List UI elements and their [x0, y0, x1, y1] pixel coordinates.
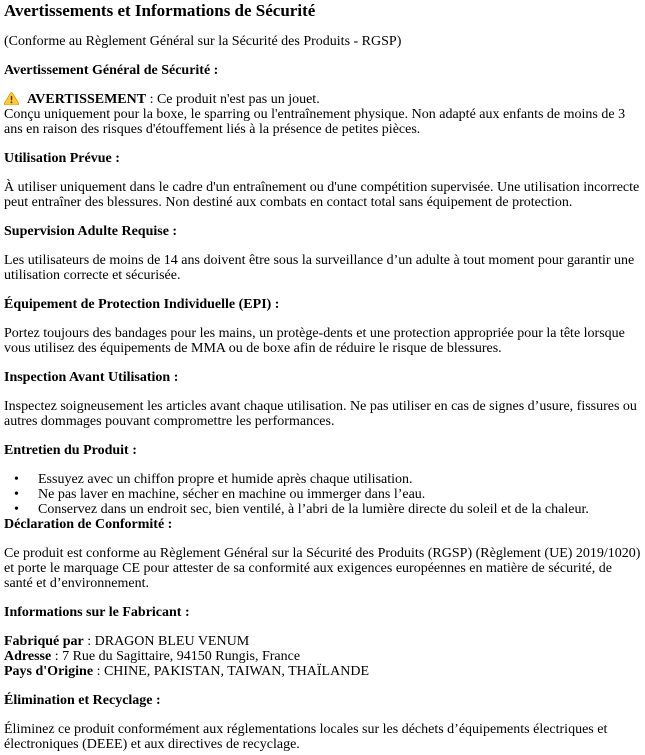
section-heading-general-safety: Avertissement Général de Sécurité : [4, 63, 219, 78]
manufacturer-line [4, 649, 641, 664]
field-value: : 7 Rue du Sagittaire, 94150 Rungis, France [51, 649, 301, 664]
supervision-paragraph: Les utilisateurs de moins de 14 ans doivent être sous la surveillance d’un adulte à tout moment pour garantir une utilisation correcte et sécurisée. [4, 253, 635, 283]
section-heading-conformity: Déclaration de Conformité : [4, 517, 173, 532]
subtitle: (Conforme au Règlement Général sur la Sécurité des Produits - RGSP) [4, 34, 402, 49]
section-heading-inspection: Inspection Avant Utilisation : [4, 370, 179, 385]
manufacturer-block [4, 634, 641, 679]
warning-line [4, 92, 641, 107]
conformity-paragraph: Ce produit est conforme au Règlement Général sur la Sécurité des Produits (RGSP) (Règlement (UE) 2019/1020) et porte le marquage CE pour attester de sa conformité aux exigences européennes en matière de sécurité, de santé et d’environnement. [4, 546, 641, 591]
ppe-paragraph: Portez toujours des bandages pour les mains, un protège-dents et une protection appropriée pour la tête lorsque vous utilisez des équipements de MMA ou de boxe afin de réduire le risque de blessures. [4, 326, 625, 356]
field-label: Pays d'Origine [4, 664, 94, 679]
manufacturer-line [4, 634, 641, 649]
recycling-paragraph: Éliminez ce produit conformément aux réglementations locales sur les déchets d’équipements électriques et électroniques (DEEE) et aux directives de recyclage. [4, 722, 608, 752]
field-label: Adresse [4, 649, 52, 664]
field-value: : DRAGON BLEU VENUM [83, 634, 250, 649]
page-title: Avertissements et Informations de Sécurité [4, 1, 316, 20]
field-value: : CHINE, PAKISTAN, TAIWAN, THAÏLANDE [93, 664, 369, 679]
warning-paragraph [4, 92, 641, 137]
warning-body: Conçu uniquement pour la boxe, le sparring ou l'entraînement physique. Non adapté aux enfants de moins de 3 ans en raison des risques d'étouffement liés à la présence de petites pièces. [4, 107, 626, 137]
warning-label: AVERTISSEMENT [27, 92, 147, 107]
warning-triangle-icon [4, 92, 19, 105]
section-heading-intended-use: Utilisation Prévue : [4, 151, 120, 166]
section-heading-recycling: Élimination et Recyclage : [4, 693, 161, 708]
list-item: • Essuyez avec un chiffon propre et humide après chaque utilisation. [4, 472, 641, 487]
list-item: • Ne pas laver en machine, sécher en machine ou immerger dans l’eau. [4, 487, 641, 502]
list-item: • Conservez dans un endroit sec, bien ventilé, à l’abri de la lumière directe du soleil et de la chaleur. [4, 502, 641, 517]
section-heading-supervision: Supervision Adulte Requise : [4, 224, 178, 239]
section-heading-maintenance: Entretien du Produit : [4, 443, 137, 458]
section-heading-manufacturer: Informations sur le Fabricant : [4, 605, 190, 620]
manufacturer-line [4, 664, 641, 679]
intended-use-paragraph: À utiliser uniquement dans le cadre d'un entraînement ou d'une compétition supervisée. Une utilisation incorrecte peut entraîner des blessures. Non destiné aux combats en contact total sans équipement de protection. [4, 180, 640, 210]
section-heading-ppe: Équipement de Protection Individuelle (EPI) : [4, 297, 280, 312]
inspection-paragraph: Inspectez soigneusement les articles avant chaque utilisation. Ne pas utiliser en cas de signes d’usure, fissures ou autres dommages pouvant compromettre les performances. [4, 399, 637, 429]
warning-text: : Ce produit n'est pas un jouet. [146, 92, 320, 107]
field-label: Fabriqué par [4, 634, 84, 649]
maintenance-list [4, 472, 641, 517]
